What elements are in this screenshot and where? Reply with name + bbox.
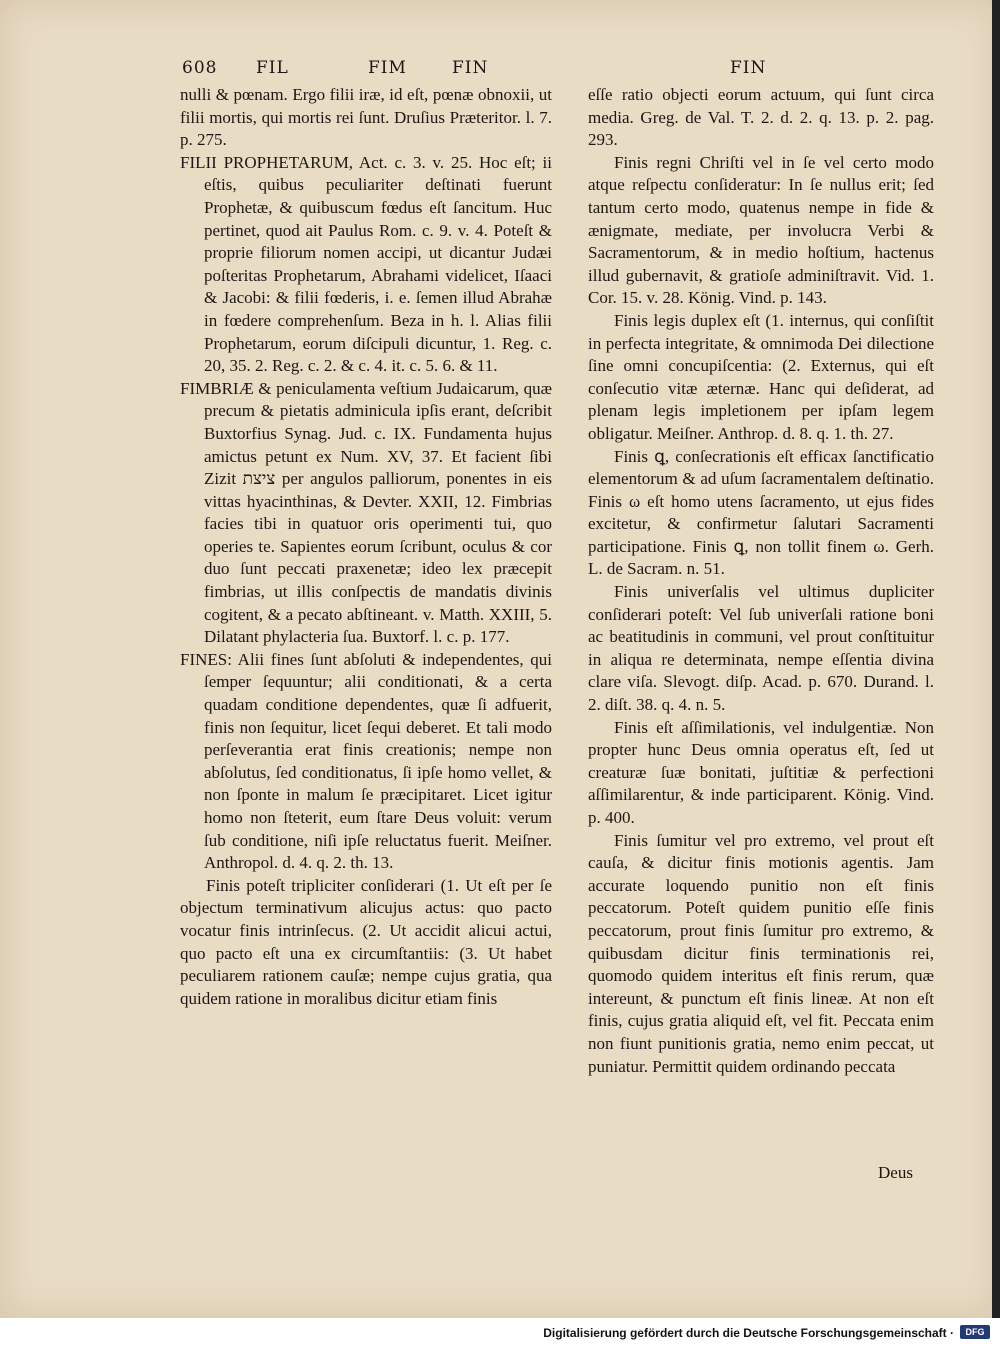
right-paragraph: Finis ſumitur vel pro extremo, vel prout eſt cauſa, & dicitur finis motionis agentis. Jam accurate loquendo punitio non eſt finis peccatorum. Poteſt quidem punitio eſſe finis peccatorum, prout finis ſumitur pro extremo, & quibusdam dicitur finis terminationis rei, quomodo quidem interitus eſt finis rerum, quæ intereunt, & punctum eſt finis lineæ. At non eſt finis, cujus gratia aliquid eſt, vel fit. Peccata enim non fiunt punitionis gratia, nemo enim peccat, ut puniatur. Permittit quidem ordinando peccata <box>588 830 934 1076</box>
page-edge <box>992 0 1000 1318</box>
footer-credit: Digitalisierung gefördert durch die Deutsche Forschungsgemeinschaft · <box>543 1326 954 1340</box>
header-catchword-right: FIN <box>730 58 767 78</box>
catchword: Deus <box>878 1163 913 1182</box>
right-column <box>588 84 934 1078</box>
left-paragraph: nulli & pœnam. Ergo filii iræ, id eſt, pœnæ obnoxii, ut filii mortis, qui mortis rei ſunt. Druſius Præteritor. l. 7. p. 275. <box>180 85 552 150</box>
page-number: 608 <box>182 58 218 78</box>
left-column <box>180 84 552 1010</box>
entry-fimbriae: FIMBRIÆ & peniculamenta veſtium Judaicarum, quæ precum & pietatis adminicula ipſis erant, deſcribit Buxtorfius Synag. Jud. c. IX. Fundamenta hujus amictus petunt ex Num. XV, 37. Et facient ſibi Zizit ציצת per angulos palliorum, ponentes in eis vittas hyacinthinas, & Devter. XXII, 12. Fimbrias facies tibi in quatuor oris operimenti tui, quo operies te. Sapientes eorum ſcribunt, oculus & cor duo ſunt peccati praxenetæ; ideo lex præcepit fimbrias, ut illis conſpectis de mandatis divinis cogitent, & a pecato abſtineant. v. Matth. XXIII, 5. Dilatant phylacteria ſua. Buxtorf. l. c. p. 177. <box>180 378 552 647</box>
header-catchword-fin: FIN <box>452 58 489 78</box>
right-paragraph: Finis eſt aſſimilationis, vel indulgentiæ. Non propter hunc Deus omnia operatus eſt, ſed ut creaturæ ſuæ bonitati, juſtitiæ & perfectioni aſſimilarentur, & inde participarent. König. Vind. p. 400. <box>588 717 934 827</box>
dfg-logo: DFG <box>960 1325 990 1339</box>
left-paragraph: Finis poteſt tripliciter conſiderari (1. Ut eſt per ſe objectum terminativum alicujus actus: quo pacto vocatur finis intrinſecus. (2. Ut accidit alicui actui, quo pacto eſt una ex circumſtantiis: (3. Ut habet peculiarem rationem cauſæ; nempe cujus gratia, qua quidem ratione in moralibus dicitur etiam finis <box>180 875 552 1008</box>
entry-filii-prophetarum: FILII PROPHETARUM, Act. c. 3. v. 25. Hoc eſt; ii eſtis, quibus peculiariter deſtinati fuerunt Prophetæ, & quibuscum fœdus eſt ſancitum. Huc pertinet, quod ait Paulus Rom. c. 9. v. 4. Poteſt & proprie filiorum nomen accipi, ut dicantur Judæi poſteritas Prophetarum, Abrahami videlicet, Iſaaci & Jacobi: & filii fœderis, i. e. ſemen illud Abrahæ in fœdere comprehenſum. Beza in h. l. Alias filii Prophetarum, eorum diſcipuli dicuntur, 1. Reg. c. 20, 35. 2. Reg. c. 2. & c. 4. it. c. 5. 6. & 11. <box>180 152 552 376</box>
right-paragraph: eſſe ratio objecti eorum actuum, qui ſunt circa media. Greg. de Val. T. 2. d. 2. q. 13. p. 2. pag. 293. <box>588 85 934 150</box>
digitization-footer <box>0 1318 1000 1347</box>
header-catchword-fim: FIM <box>368 58 407 78</box>
right-paragraph: Finis ꝗ, conſecrationis eſt efficax ſanctificatio elementorum & ad uſum ſacramentalem deſtinatio. Finis ω eſt homo utens ſacramento, ut ejus fides excitetur, & confirmetur ſalutari Sacramenti participatione. Finis ꝗ, non tollit finem ω. Gerh. L. de Sacram. n. 51. <box>588 446 934 579</box>
entry-fines: FINES: Alii fines ſunt abſoluti & independentes, qui ſemper ſequuntur; alii conditionati, & a certa quadam conditione dependentes, quæ ſi adfuerit, finis non ſequitur, licet ſequi deberet. Et tali modo perſeverantia erat finis creationis; nempe non abſolutus, ſed conditionatus, ſi ipſe homo vellet, & non ſponte in malum ſe præcipitaret. Licet igitur homo non ſteterit, eum ſtare Deus voluit: verum ſub conditione, niſi ipſe reluctatus fuerit. Meiſner. Anthropol. d. 4. q. 2. th. 13. <box>180 649 552 873</box>
right-paragraph: Finis legis duplex eſt (1. internus, qui conſiſtit in perfecta integritate, & omnimoda Dei dilectione ſine omni concupiſcentia: (2. Externus, qui eſt conſecutio vitæ æternæ. Hanc qui deſiderat, ad plenam legis impletionem per ipſam legem obligatur. Meiſner. Anthrop. d. 8. q. 1. th. 27. <box>588 310 934 443</box>
header-catchword-fil: FIL <box>256 58 289 78</box>
right-paragraph: Finis univerſalis vel ultimus dupliciter conſiderari poteſt: Vel ſub univerſali ratione boni ac beatitudinis in communi, vel prout conſtituitur in aliqua re determinata, nempe eſſentia divina clare viſa. Slevogt. diſp. Acad. p. 670. Durand. l. 2. diſt. 38. q. 4. n. 5. <box>588 582 934 715</box>
right-paragraph: Finis regni Chriſti vel in ſe vel certo modo atque reſpectu conſideratur: In ſe nullus erit; ſed tantum certo modo, quatenus nempe in fide & ænigmate, mediate, per involucra Verbi & Sacramentorum, & in medio hoſtium, hactenus illud gubernavit, & gratioſe adminiſtravit. Vid. 1. Cor. 15. v. 28. König. Vind. p. 143. <box>588 152 934 308</box>
